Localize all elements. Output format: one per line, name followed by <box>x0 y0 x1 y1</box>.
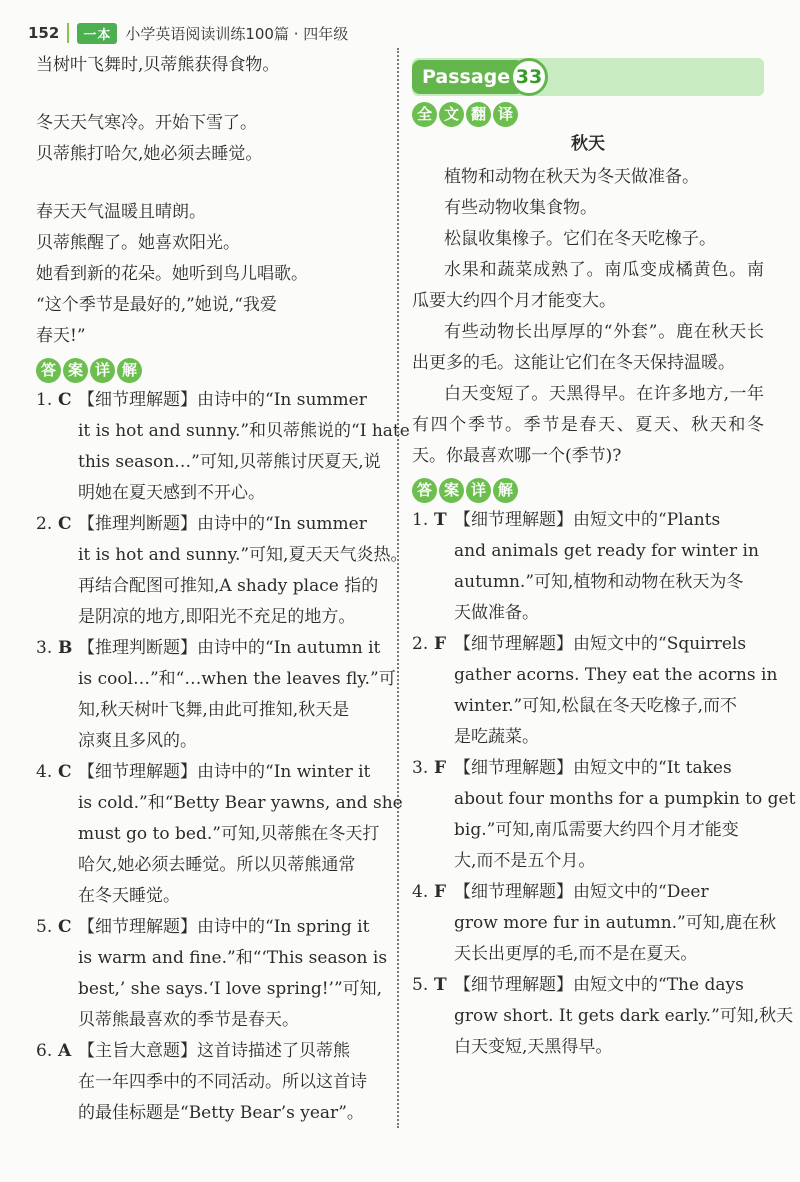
answer-item <box>36 385 410 509</box>
answer-number: 4. <box>412 882 429 902</box>
paragraph: 松鼠收集橡子。它们在冬天吃橡子。 <box>444 229 716 249</box>
heading-char: 解 <box>117 358 142 383</box>
answer-line: 是阴凉的地方,即阳光不充足的地方。 <box>78 607 356 627</box>
answer-line: 天长出更厚的毛,而不是在夏天。 <box>454 944 698 964</box>
answers-heading <box>412 478 764 503</box>
answer-line: 在冬天睡觉。 <box>78 886 180 906</box>
heading-char: 案 <box>63 358 88 383</box>
answer-line: is warm and fine.”和“‘This season is <box>78 948 388 968</box>
answer-item <box>36 912 388 1036</box>
translation-body <box>412 162 764 472</box>
heading-char: 译 <box>493 102 518 127</box>
answer-list <box>36 385 410 1129</box>
poem-line: 春天天气温暖且晴朗。 <box>36 202 206 222</box>
answer-number: 1. <box>36 390 53 410</box>
poem-line: 贝蒂熊打哈欠,她必须去睡觉。 <box>36 144 263 164</box>
paragraph: 有些动物收集食物。 <box>444 198 597 218</box>
answer-line: is cool…”和“…when the leaves fly.”可 <box>78 669 396 689</box>
passage-banner <box>412 58 764 96</box>
answer-line: winter.”可知,松鼠在冬天吃橡子,而不 <box>454 696 737 716</box>
answer-line: it is hot and sunny.”可知,夏天天气炎热。 <box>78 545 408 565</box>
answer-letter: C <box>58 390 72 410</box>
answer-line: 在一年四季中的不同活动。所以这首诗 <box>78 1072 367 1092</box>
answer-line: it is hot and sunny.”和贝蒂熊说的“I hate <box>78 421 410 441</box>
answer-line: 凉爽且多风的。 <box>78 731 197 751</box>
answer-item <box>412 877 777 970</box>
answer-line: 是吃蔬菜。 <box>454 727 539 747</box>
answer-line: 【细节理解题】由短文中的“Plants <box>454 510 721 530</box>
answer-line: 【细节理解题】由诗中的“In winter it <box>78 762 371 782</box>
heading-char: 解 <box>493 478 518 503</box>
answer-item <box>412 629 778 753</box>
poem-line: 贝蒂熊醒了。她喜欢阳光。 <box>36 233 240 253</box>
heading-char: 全 <box>412 102 437 127</box>
answer-explanation <box>454 505 764 629</box>
answer-letter: T <box>434 975 447 995</box>
answer-line: 哈欠,她必须去睡觉。所以贝蒂熊通常 <box>78 855 356 875</box>
poem-line: 冬天天气寒冷。开始下雪了。 <box>36 113 257 133</box>
answer-explanation <box>78 912 387 1036</box>
answer-line: 【推理判断题】由诗中的“In autumn it <box>78 638 381 658</box>
answer-explanation <box>78 509 407 633</box>
paragraph: 白天变短了。天黑得早。在许多地方,一年有四个季节。季节是春天、夏天、秋天和冬天。你最喜欢哪一个(季节)? <box>412 384 764 466</box>
answer-item <box>36 633 396 757</box>
answer-line: 知,秋天树叶飞舞,由此可推知,秋天是 <box>78 700 350 720</box>
answer-line: this season…”可知,贝蒂熊讨厌夏天,说 <box>78 452 381 472</box>
answer-line: 天做准备。 <box>454 603 539 623</box>
answer-line: big.”可知,南瓜需要大约四个月才能变 <box>454 820 739 840</box>
heading-char: 详 <box>466 478 491 503</box>
page-header <box>28 20 348 46</box>
poem-translation <box>36 50 381 352</box>
answer-line: 【细节理解题】由短文中的“Squirrels <box>454 634 747 654</box>
poem-line: 当树叶飞舞时,贝蒂熊获得食物。 <box>36 55 280 75</box>
answer-item <box>36 509 408 633</box>
left-column <box>36 50 410 1129</box>
poem-line: 她看到新的花朵。她听到鸟儿唱歌。 <box>36 264 308 284</box>
answer-letter: C <box>58 514 72 534</box>
answer-number: 1. <box>412 510 429 530</box>
answer-line: 【细节理解题】由诗中的“In summer <box>78 390 367 410</box>
answer-item <box>36 757 403 912</box>
answer-number: 2. <box>412 634 429 654</box>
answer-line: 的最佳标题是“Betty Bear’s year”。 <box>78 1103 364 1123</box>
answer-number: 4. <box>36 762 53 782</box>
paragraph: 植物和动物在秋天为冬天做准备。 <box>444 167 699 187</box>
answer-explanation <box>454 970 793 1063</box>
answer-number: 5. <box>412 975 429 995</box>
stanza-gap <box>36 81 381 108</box>
answer-line: autumn.”可知,植物和动物在秋天为冬 <box>454 572 744 592</box>
answer-letter: B <box>58 638 73 658</box>
answer-item <box>36 1036 381 1129</box>
answer-number: 2. <box>36 514 53 534</box>
heading-char: 文 <box>439 102 464 127</box>
answer-line: and animals get ready for winter in <box>454 541 759 561</box>
heading-char: 详 <box>90 358 115 383</box>
right-column <box>412 50 796 1063</box>
page-number: 152 <box>28 24 60 42</box>
answer-explanation <box>78 633 396 757</box>
answer-line: gather acorns. They eat the acorns in <box>454 665 778 685</box>
brand-logo: 一本 <box>77 23 117 44</box>
answer-letter: T <box>434 510 447 530</box>
paragraph: 水果和蔬菜成熟了。南瓜变成橘黄色。南瓜要大约四个月才能变大。 <box>412 260 764 311</box>
answer-line: 【推理判断题】由诗中的“In summer <box>78 514 367 534</box>
book-title: 小学英语阅读训练100篇 · 四年级 <box>125 24 349 43</box>
answer-explanation <box>454 753 795 877</box>
answer-line: is cold.”和“Betty Bear yawns, and she <box>78 793 403 813</box>
answer-explanation <box>78 757 403 912</box>
answer-number: 3. <box>412 758 429 778</box>
answer-line: 【细节理解题】由诗中的“In spring it <box>78 917 370 937</box>
heading-char: 答 <box>412 478 437 503</box>
heading-char: 翻 <box>466 102 491 127</box>
passage-label: Passage <box>412 60 524 94</box>
answer-line: 白天变短,天黑得早。 <box>454 1037 613 1057</box>
answer-explanation <box>454 629 777 753</box>
answer-line: 【细节理解题】由短文中的“The days <box>454 975 744 995</box>
heading-char: 答 <box>36 358 61 383</box>
translation-heading <box>412 102 764 127</box>
answer-line: 再结合配图可推知,A shady place 指的 <box>78 576 379 596</box>
answer-line: must go to bed.”可知,贝蒂熊在冬天打 <box>78 824 380 844</box>
answer-line: grow short. It gets dark early.”可知,秋天 <box>454 1006 794 1026</box>
poem-line: “这个季节是最好的,”她说,“我爱 <box>36 295 277 315</box>
answer-item <box>412 970 794 1063</box>
passage-title: 秋天 <box>571 134 605 154</box>
answer-explanation <box>78 385 410 509</box>
paragraph: 有些动物长出厚厚的“外套”。鹿在秋天长出更多的毛。这能让它们在冬天保持温暖。 <box>412 322 764 373</box>
answers-heading <box>36 358 381 383</box>
stanza-gap <box>36 170 381 197</box>
answer-number: 3. <box>36 638 53 658</box>
answer-letter: F <box>434 758 447 778</box>
answer-letter: C <box>58 917 72 937</box>
answer-line: about four months for a pumpkin to get <box>454 789 796 809</box>
answer-line: 明她在夏天感到不开心。 <box>78 483 265 503</box>
answer-number: 5. <box>36 917 53 937</box>
header-divider <box>67 23 69 43</box>
answer-line: best,’ she says.‘I love spring!’”可知, <box>78 979 383 999</box>
answer-list <box>412 505 796 1063</box>
answer-line: grow more fur in autumn.”可知,鹿在秋 <box>454 913 777 933</box>
heading-char: 案 <box>439 478 464 503</box>
answer-line: 【细节理解题】由短文中的“It takes <box>454 758 732 778</box>
answer-line: 大,而不是五个月。 <box>454 851 596 871</box>
passage-number: 33 <box>510 58 548 96</box>
answer-line: 【细节理解题】由短文中的“Deer <box>454 882 709 902</box>
answer-line: 贝蒂熊最喜欢的季节是春天。 <box>78 1010 299 1030</box>
poem-line: 春天!” <box>36 326 86 346</box>
answer-explanation <box>454 877 776 970</box>
answer-letter: F <box>434 634 447 654</box>
answer-letter: C <box>58 762 72 782</box>
answer-line: 【主旨大意题】这首诗描述了贝蒂熊 <box>78 1041 350 1061</box>
answer-explanation <box>78 1036 381 1129</box>
answer-letter: F <box>434 882 447 902</box>
answer-item <box>412 753 796 877</box>
answer-number: 6. <box>36 1041 53 1061</box>
answer-item <box>412 505 764 629</box>
answer-letter: A <box>58 1041 72 1061</box>
